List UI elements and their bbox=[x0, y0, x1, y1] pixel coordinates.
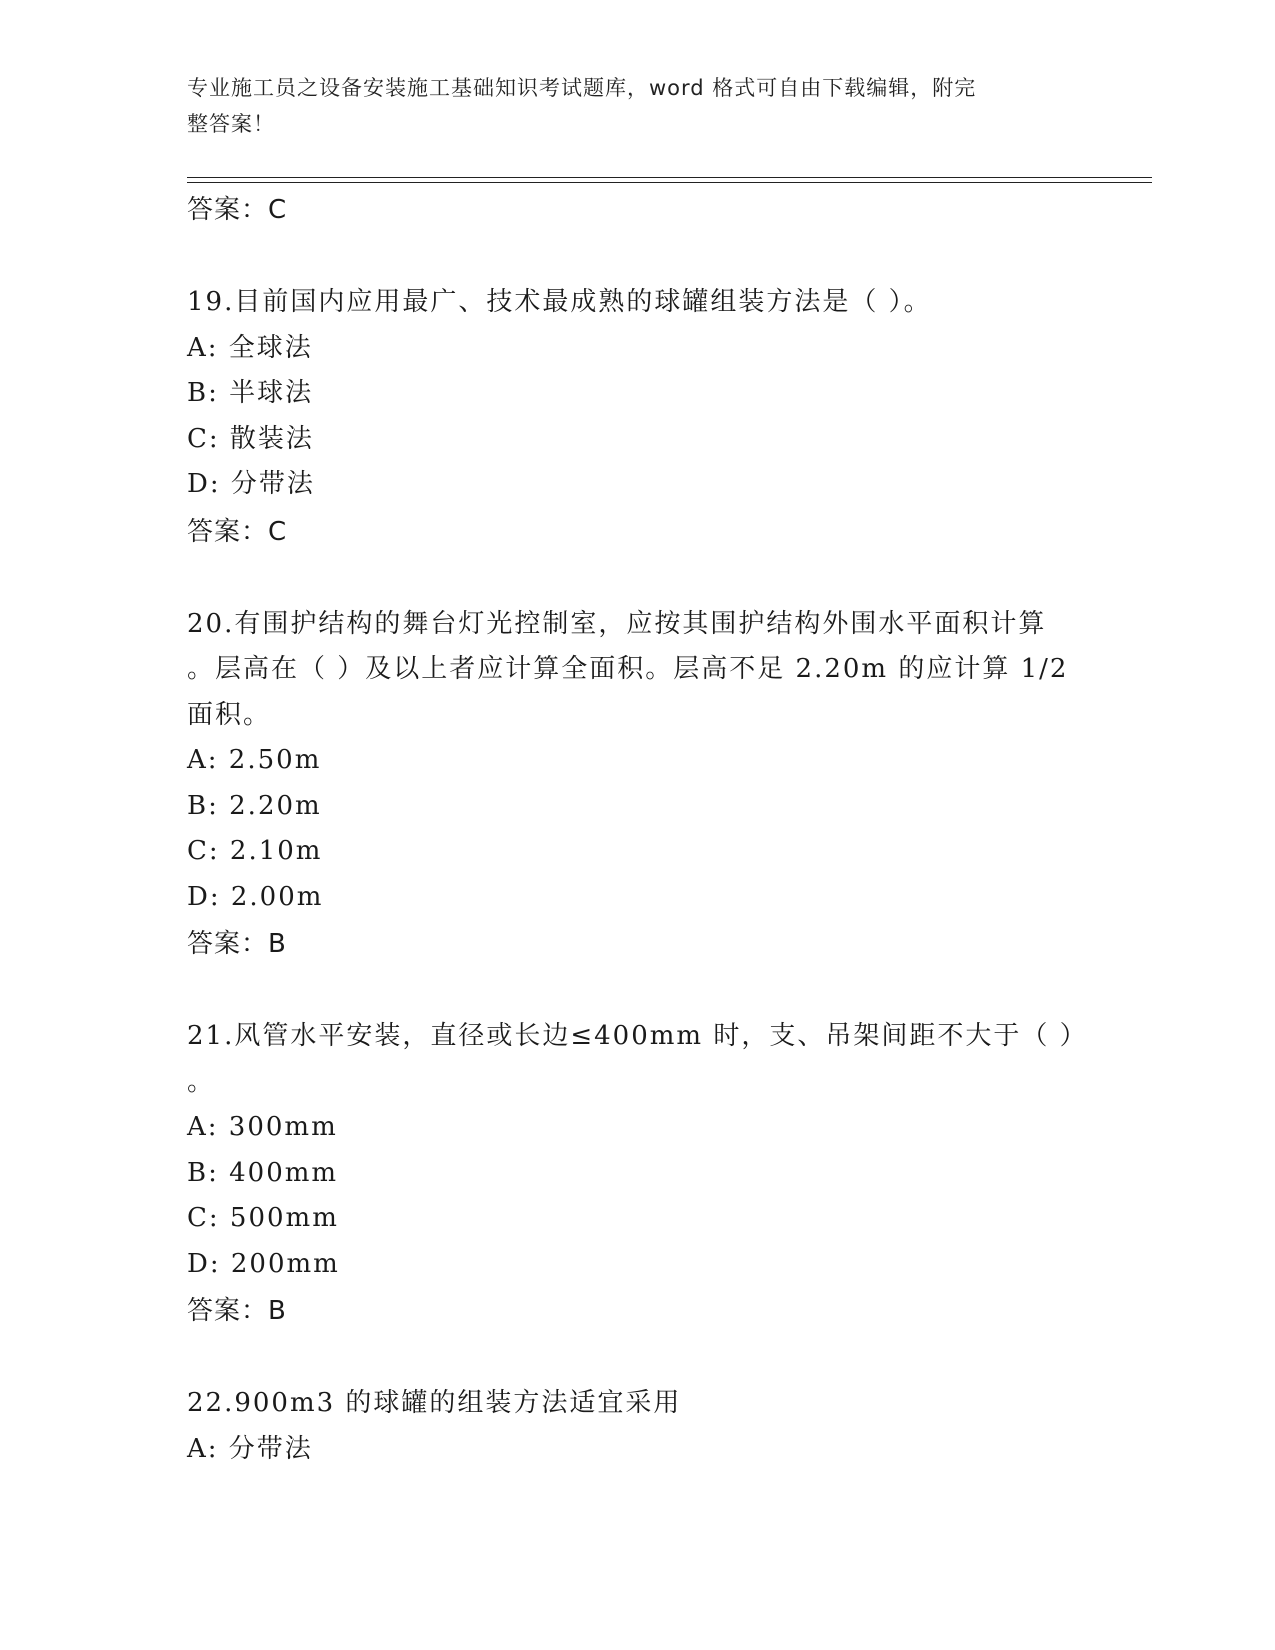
option-a: A: 2.50m bbox=[187, 745, 322, 775]
question-text: 19.目前国内应用最广、技术最成熟的球罐组装方法是（ ）。 bbox=[187, 287, 932, 317]
option-a: A: 300mm bbox=[187, 1112, 338, 1142]
option-c: C: 500mm bbox=[187, 1203, 339, 1233]
header-line: 专业施工员之设备安装施工基础知识考试题库，word 格式可自由下载编辑，附完 bbox=[187, 76, 977, 100]
question-text: 。 bbox=[187, 1066, 216, 1097]
page-header bbox=[187, 70, 1067, 142]
option-d: D: 分带法 bbox=[187, 469, 315, 499]
option-a: A: 全球法 bbox=[187, 332, 313, 363]
question-text: 22.900m3 的球罐的组装方法适宜采用 bbox=[187, 1388, 682, 1418]
question-20 bbox=[187, 602, 1077, 969]
question-text: 20.有围护结构的舞台灯光控制室，应按其围护结构外围水平面积计算 bbox=[187, 608, 1047, 639]
question-text: 。层高在（ ）及以上者应计算全面积。层高不足 2.20m 的应计算 1/2 bbox=[187, 654, 1069, 684]
question-text: 面积。 bbox=[187, 699, 272, 730]
option-b: B: 半球法 bbox=[187, 378, 314, 408]
option-d: D: 2.00m bbox=[187, 881, 324, 912]
answer-label: 答案：B bbox=[187, 929, 287, 959]
option-c: C: 2.10m bbox=[187, 836, 323, 866]
answer-label: 答案：C bbox=[187, 195, 288, 225]
option-a: A: 分带法 bbox=[187, 1433, 313, 1464]
question-22 bbox=[187, 1381, 1077, 1472]
question-text: 21.风管水平安装，直径或长边≤400mm 时，支、吊架间距不大于（ ） bbox=[187, 1021, 1088, 1051]
answer-label: 答案：B bbox=[187, 1296, 287, 1326]
header-line: 整答案！ bbox=[187, 112, 275, 136]
header-rule bbox=[187, 177, 1152, 178]
question-19 bbox=[187, 280, 1077, 556]
question-21 bbox=[187, 1014, 1088, 1335]
option-d: D: 200mm bbox=[187, 1248, 340, 1279]
header-rule bbox=[187, 182, 1152, 183]
answer-label: 答案：C bbox=[187, 516, 288, 547]
option-b: B: 400mm bbox=[187, 1157, 339, 1188]
option-c: C: 散装法 bbox=[187, 423, 314, 454]
question-list bbox=[187, 186, 1088, 1472]
option-b: B: 2.20m bbox=[187, 790, 322, 821]
